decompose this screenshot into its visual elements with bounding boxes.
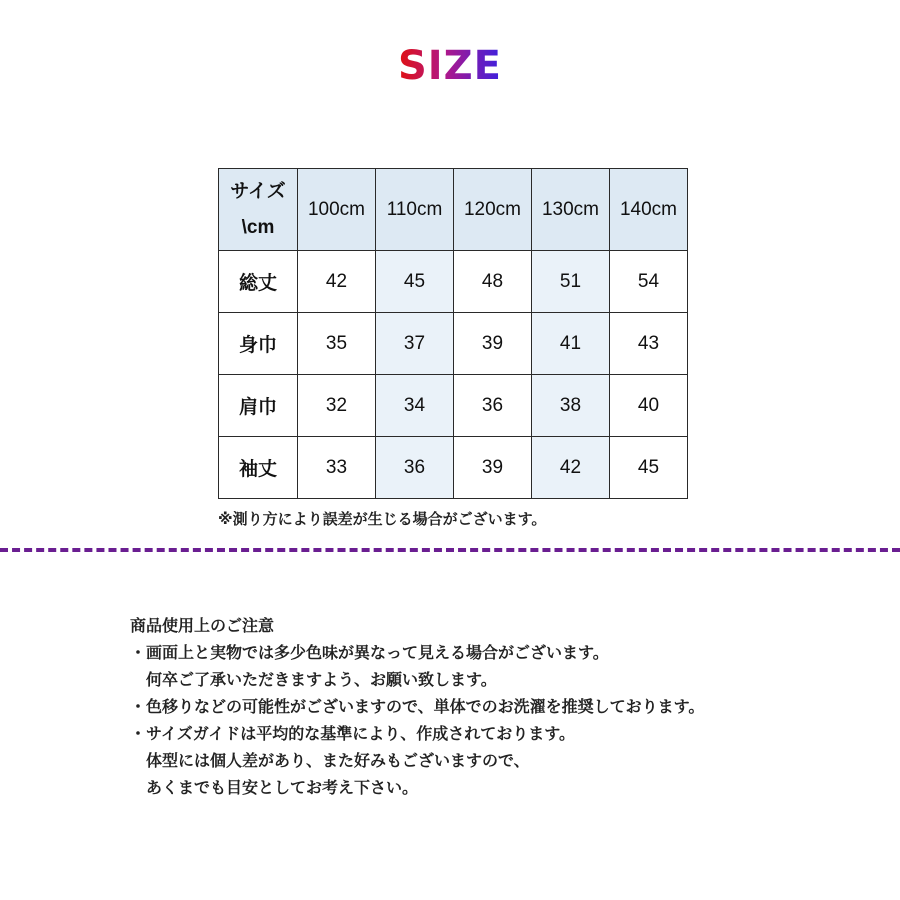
caution-heading: 商品使用上のご注意: [130, 616, 275, 635]
caution-section: [130, 612, 850, 801]
size-column-header: 110cm: [376, 169, 454, 251]
size-column-header: 140cm: [610, 169, 688, 251]
page-title: [0, 38, 900, 94]
size-table-corner-cell: [219, 169, 298, 251]
corner-label-unit: \cm: [241, 216, 275, 238]
row-header-body-width: 身巾: [219, 313, 298, 375]
table-row: [219, 437, 688, 499]
table-row: [219, 375, 688, 437]
caution-line: 体型には個人差があり、また好みもございますので、: [146, 751, 530, 770]
table-cell: 33: [298, 437, 376, 499]
row-header-shoulder-width: 肩巾: [219, 375, 298, 437]
size-table-header-row: [219, 169, 688, 251]
table-cell: 34: [376, 375, 454, 437]
size-column-header: 130cm: [532, 169, 610, 251]
table-cell: 38: [532, 375, 610, 437]
table-row: [219, 313, 688, 375]
caution-line: 何卒ご了承いただきますよう、お願い致します。: [146, 670, 497, 689]
table-cell: 40: [610, 375, 688, 437]
corner-label-size: サイズ: [230, 180, 286, 202]
caution-line: あくまでも目安としてお考え下さい。: [146, 778, 419, 797]
table-row: [219, 251, 688, 313]
dashed-divider: [0, 548, 900, 552]
size-table: [218, 168, 688, 499]
caution-line: ・画面上と実物では多少色味が異なって見える場合がございます。: [130, 643, 609, 662]
table-cell: 43: [610, 313, 688, 375]
table-cell: 36: [454, 375, 532, 437]
table-cell: 45: [610, 437, 688, 499]
row-header-sleeve-length: 袖丈: [219, 437, 298, 499]
table-cell: 41: [532, 313, 610, 375]
table-cell: 45: [376, 251, 454, 313]
table-cell: 42: [532, 437, 610, 499]
caution-line: ・サイズガイドは平均的な基準により、作成されております。: [130, 724, 575, 743]
measurement-note: ※測り方により誤差が生じる場合がございます。: [218, 510, 547, 528]
row-header-total-length: 総丈: [219, 251, 298, 313]
table-cell: 54: [610, 251, 688, 313]
size-column-header: 120cm: [454, 169, 532, 251]
table-cell: 39: [454, 313, 532, 375]
caution-line: ・色移りなどの可能性がございますので、単体でのお洗濯を推奨しております。: [130, 697, 705, 716]
table-cell: 48: [454, 251, 532, 313]
table-cell: 42: [298, 251, 376, 313]
table-cell: 39: [454, 437, 532, 499]
size-title-text: SIZE: [397, 43, 503, 89]
size-column-header: 100cm: [298, 169, 376, 251]
table-cell: 36: [376, 437, 454, 499]
table-cell: 32: [298, 375, 376, 437]
table-cell: 37: [376, 313, 454, 375]
table-cell: 51: [532, 251, 610, 313]
table-cell: 35: [298, 313, 376, 375]
